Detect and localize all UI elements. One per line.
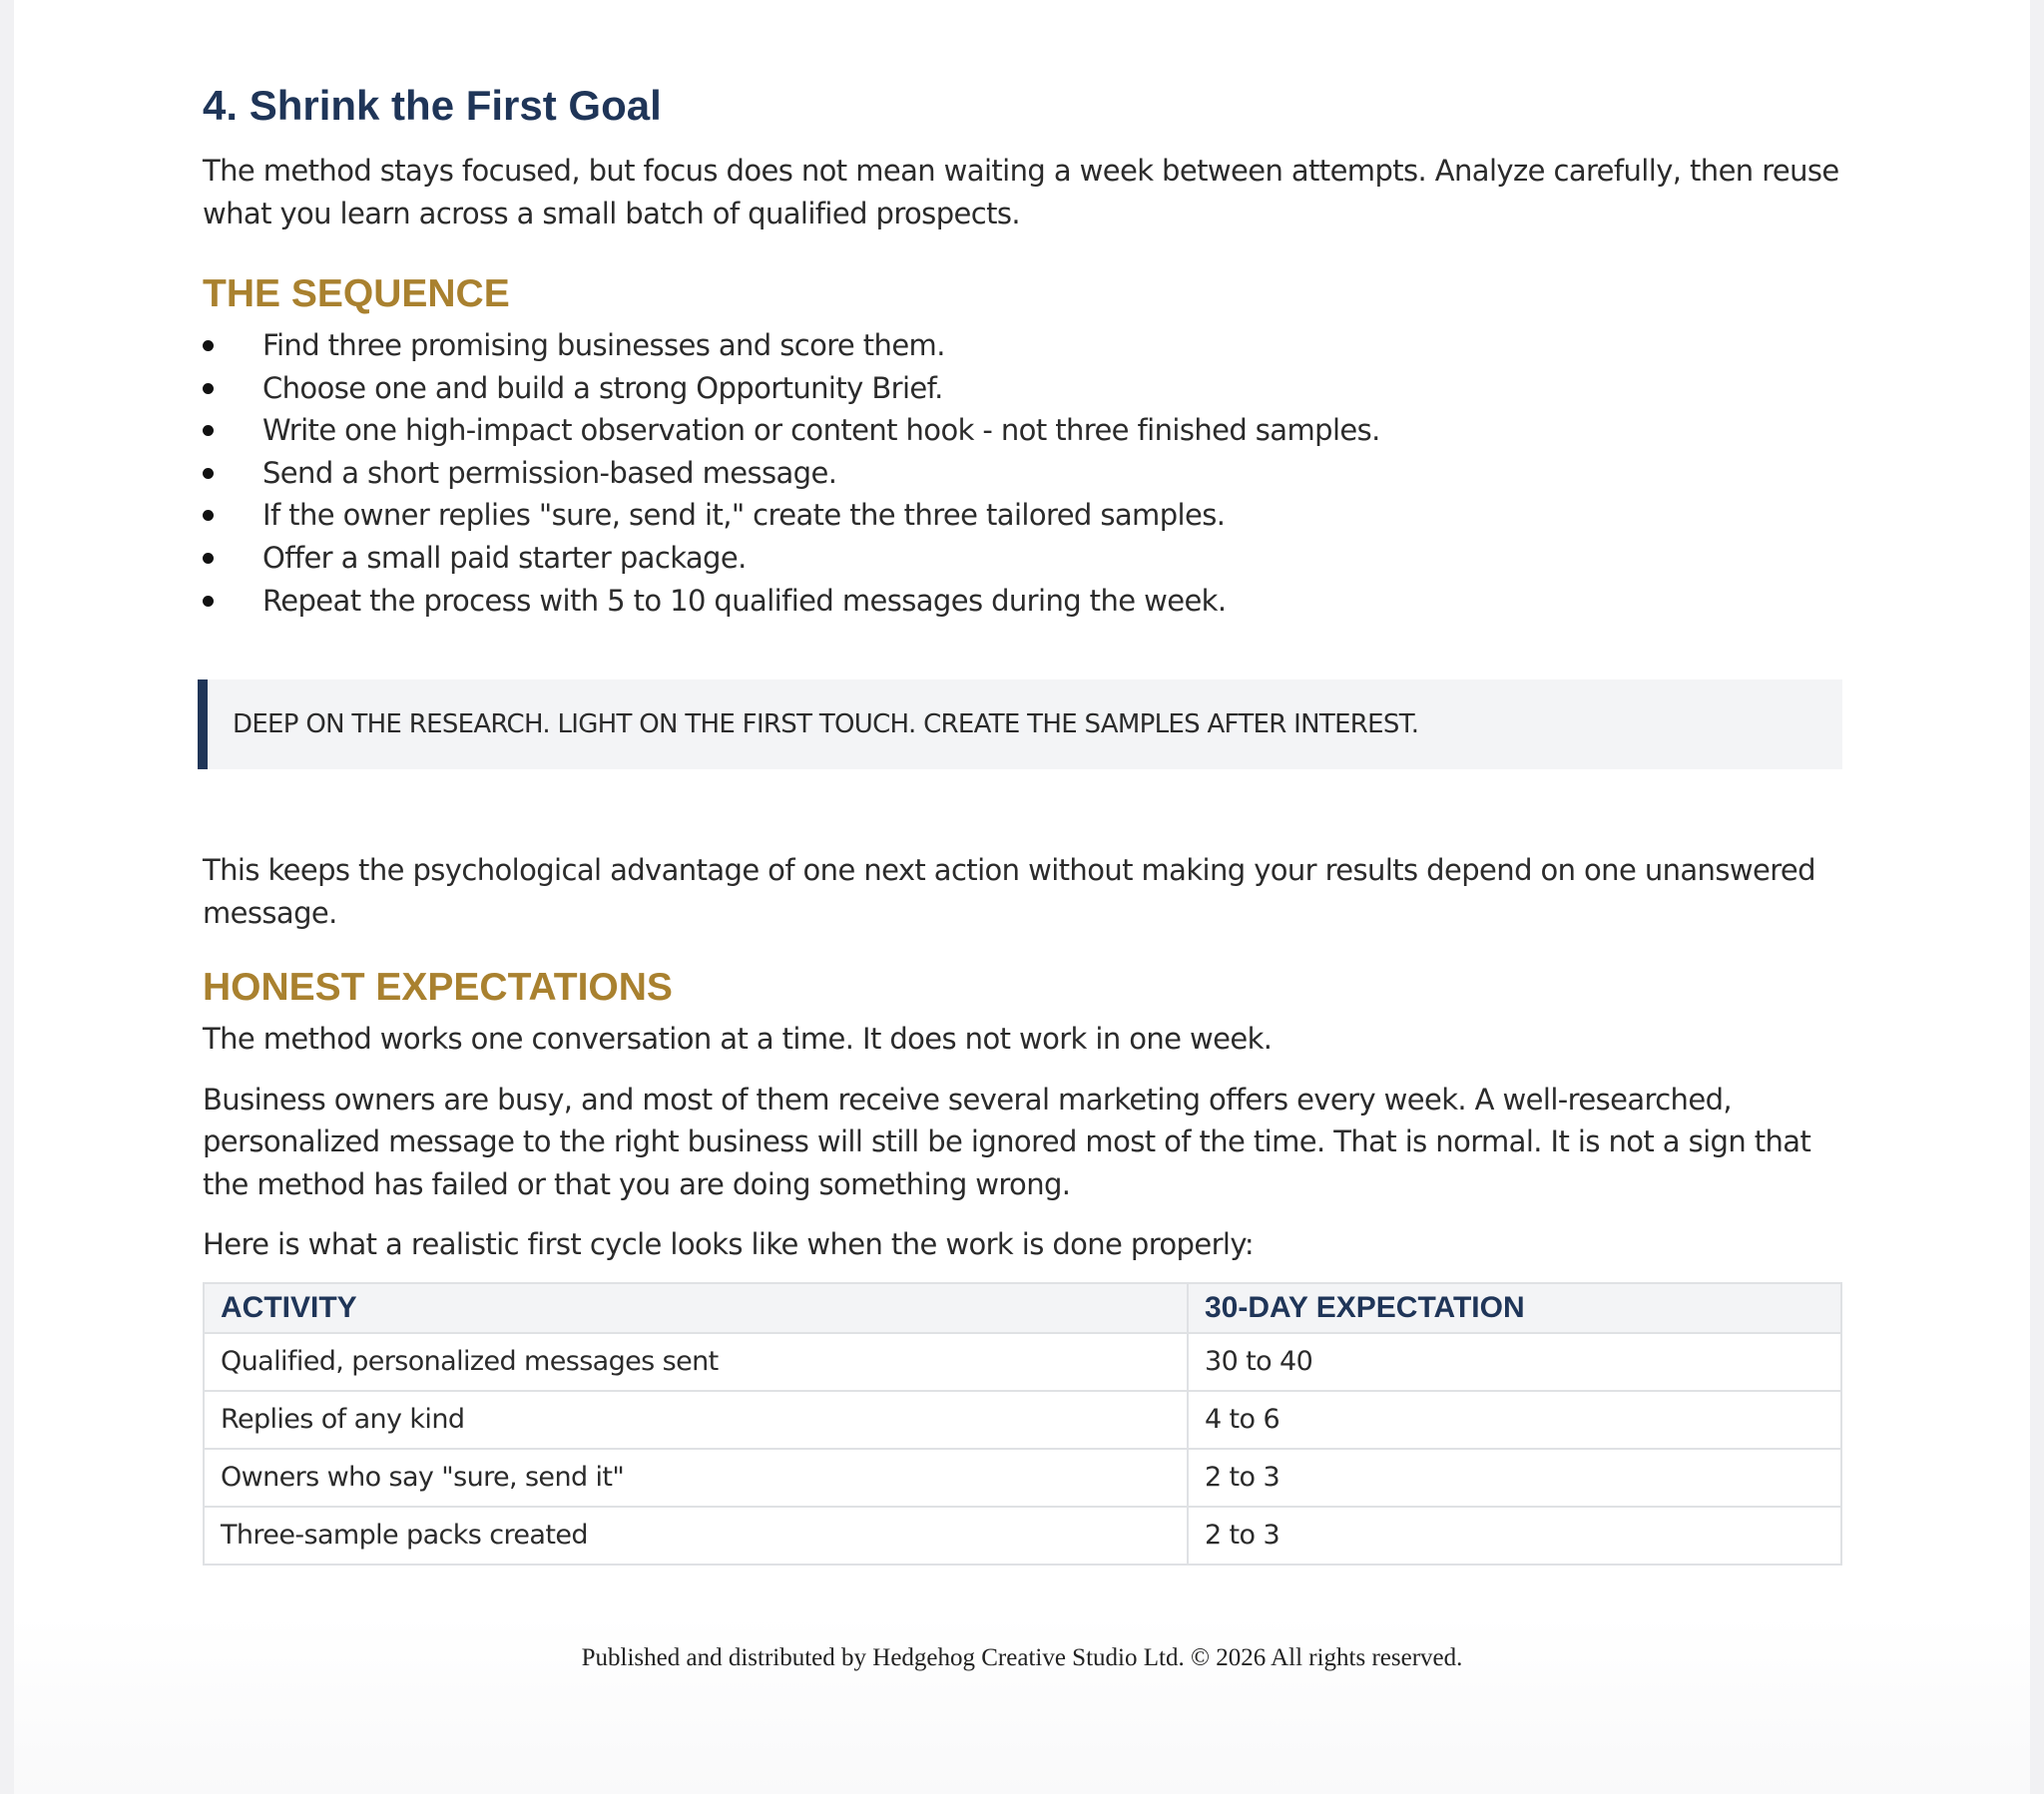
- callout-box: [198, 679, 1842, 769]
- list-item-text: If the owner replies "sure, send it," create the three tailored samples.: [262, 498, 1226, 533]
- table-row: [204, 1507, 1841, 1565]
- bullet-icon: [203, 383, 214, 394]
- bullet-icon: [203, 596, 214, 607]
- intro-paragraph: The method stays focused, but focus does not mean waiting a week between attempts. Analyze carefully, then reuse what you learn across a small batch of qualified prospects.: [203, 154, 1839, 230]
- expectations-paragraph-2: Business owners are busy, and most of them receive several marketing offers every week. A well-researched, personalized message to the right business will still be ignored most of the time. That is normal. It is not a sign that the method has failed or that you are doing something wrong.: [203, 1082, 1811, 1201]
- expectations-paragraph-3: Here is what a realistic first cycle looks like when the work is done properly:: [203, 1227, 1255, 1262]
- activity-cell: Owners who say "sure, send it": [204, 1449, 1188, 1507]
- activity-cell: Replies of any kind: [204, 1391, 1188, 1449]
- document-page: [14, 0, 2030, 1794]
- expectation-cell: 4 to 6: [1188, 1391, 1841, 1449]
- page-content: [203, 80, 1842, 1566]
- table-row: [204, 1333, 1841, 1391]
- list-item-text: Write one high-impact observation or content hook - not three finished samples.: [262, 413, 1380, 448]
- column-header-activity: ACTIVITY: [204, 1283, 1188, 1333]
- list-item-text: Find three promising businesses and score them.: [262, 328, 945, 362]
- list-item-text: Send a short permission-based message.: [262, 455, 837, 490]
- activity-cell: Three-sample packs created: [204, 1507, 1188, 1565]
- bullet-icon: [203, 340, 214, 351]
- list-item: [203, 494, 1842, 537]
- summary-paragraph: This keeps the psychological advantage of one next action without making your results depend on one unanswered message.: [203, 853, 1815, 930]
- expectations-table: [203, 1282, 1842, 1566]
- list-item: [203, 324, 1842, 367]
- list-item-text: Repeat the process with 5 to 10 qualified messages during the week.: [262, 583, 1227, 618]
- table-row: [204, 1449, 1841, 1507]
- expectation-cell: 2 to 3: [1188, 1507, 1841, 1565]
- list-item: [203, 452, 1842, 495]
- list-item: [203, 409, 1842, 452]
- list-item: [203, 537, 1842, 580]
- bullet-icon: [203, 510, 214, 521]
- expectation-cell: 30 to 40: [1188, 1333, 1841, 1391]
- section-title: 4. Shrink the First Goal: [203, 82, 662, 129]
- list-item-text: Offer a small paid starter package.: [262, 540, 747, 575]
- table-row: [204, 1391, 1841, 1449]
- list-item: [203, 367, 1842, 410]
- bullet-icon: [203, 468, 214, 479]
- list-item-text: Choose one and build a strong Opportunity Brief.: [262, 370, 943, 405]
- copyright-footer: Published and distributed by Hedgehog Creative Studio Ltd. © 2026 All rights reserved.: [581, 1644, 1463, 1671]
- sequence-list: [203, 324, 1842, 622]
- bullet-icon: [203, 553, 214, 564]
- activity-cell: Qualified, personalized messages sent: [204, 1333, 1188, 1391]
- expectations-heading: HONEST EXPECTATIONS: [203, 966, 673, 1010]
- sequence-heading: THE SEQUENCE: [203, 272, 510, 315]
- expectation-cell: 2 to 3: [1188, 1449, 1841, 1507]
- callout-text: DEEP ON THE RESEARCH. LIGHT ON THE FIRST TOUCH. CREATE THE SAMPLES AFTER INTEREST.: [233, 709, 1419, 740]
- list-item: [203, 580, 1842, 623]
- table-header-row: [204, 1283, 1841, 1333]
- bullet-icon: [203, 425, 214, 436]
- column-header-expectation: 30-DAY EXPECTATION: [1188, 1283, 1841, 1333]
- expectations-paragraph-1: The method works one conversation at a time. It does not work in one week.: [203, 1022, 1273, 1057]
